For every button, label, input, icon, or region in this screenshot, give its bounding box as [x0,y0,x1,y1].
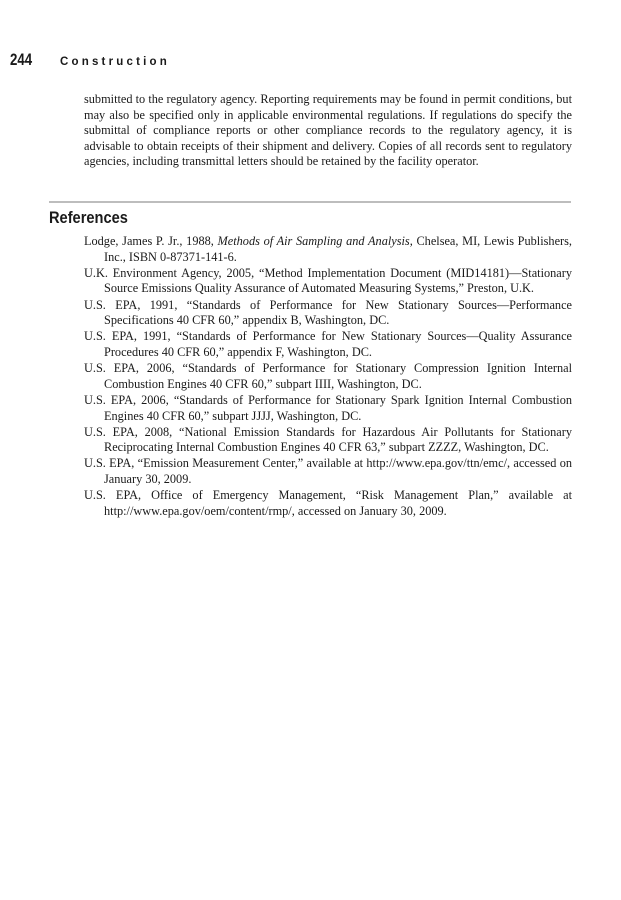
reference-item: U.S. EPA, 1991, “Standards of Performance for New Stationary Sources—Quality Assurance Procedures 40 CFR 60,” appendix F, Washington, DC. [84,329,572,359]
reference-item: U.S. EPA, “Emission Measurement Center,” available at http://www.epa.gov/ttn/emc/, accessed on January 30, 2009. [84,456,572,487]
reference-item [84,234,572,265]
reference-item: U.S. EPA, 1991, “Standards of Performance for New Stationary Sources—Performance Specifications 40 CFR 60,” appendix B, Washington, DC. [84,297,572,328]
reference-item: U.S. EPA, 2008, “National Emission Standards for Hazardous Air Pollutants for Stationary Reciprocating Internal Combustion Engines 40 CFR 63,” subpart ZZZZ, Washington, DC. [84,424,572,455]
reference-publisher: Chelsea, MI, Lewis Publishers, Inc., ISBN 0-87371-141-6. [104,234,572,264]
reference-item: U.S. EPA, 2006, “Standards of Performance for Stationary Spark Ignition Internal Combustion Engines 40 CFR 60,” subpart JJJJ, Washington, DC. [84,392,572,423]
references-list [84,234,572,520]
references-heading: References [49,208,128,227]
running-head [10,50,170,70]
reference-item: U.S. EPA, 2006, “Standards of Performance for Stationary Compression Ignition Internal Combustion Engines 40 CFR 60,” subpart IIII, Washington, DC. [84,361,572,391]
intro-paragraph: submitted to the regulatory agency. Reporting requirements may be found in permit conditions, but may also be specified only in applicable environmental regulations. If regulations do specify the submittal of compliance reports or other compliance records to the regulatory agency, it is advisable to obtain receipts of their shipment and delivery. Copies of all records sent to regulatory agencies, including transmittal letters should be retained by the facility operator. [84,92,572,169]
section-divider [49,201,571,203]
page-number: 244 [10,50,33,69]
reference-item: U.K. Environment Agency, 2005, “Method Implementation Document (MID14181)—Stationary Source Emissions Quality Assurance of Automated Measuring Systems,” Preston, U.K. [84,265,572,296]
reference-author-year: Lodge, James P. Jr., 1988, [84,234,218,248]
reference-book-title: Methods of Air Sampling and Analysis, [217,234,413,248]
reference-item: U.S. EPA, Office of Emergency Management, “Risk Management Plan,” available at http://www.epa.gov/oem/content/rmp/, accessed on January 30, 2009. [84,488,572,518]
running-section-title: Construction [60,56,170,68]
